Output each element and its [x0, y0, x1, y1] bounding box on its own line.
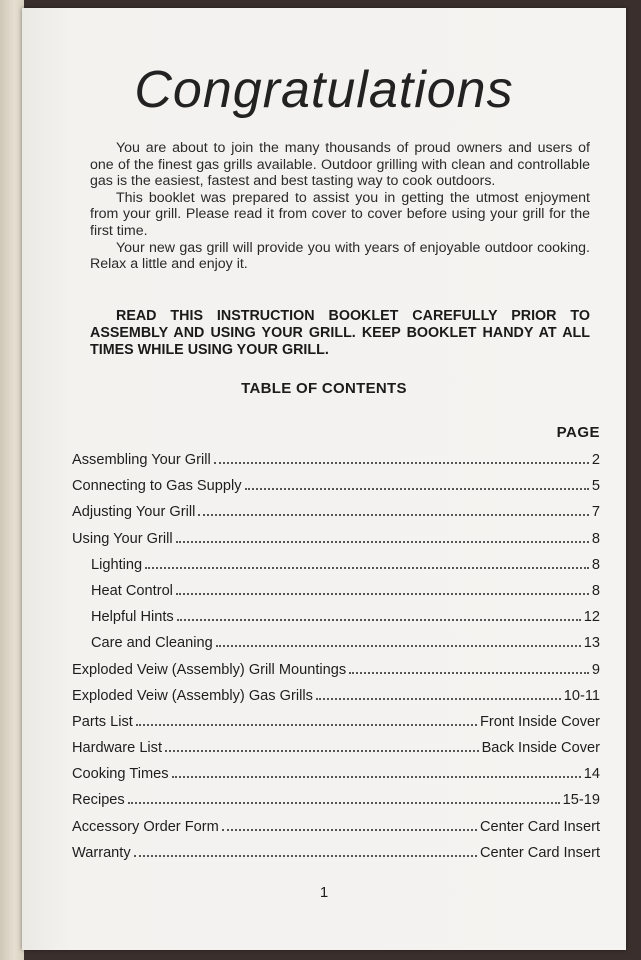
toc-leader-dots	[177, 619, 581, 621]
booklet-spine	[0, 0, 24, 960]
toc-leader-dots	[176, 541, 589, 543]
toc-entry	[72, 478, 600, 504]
toc-entry-page: 8	[591, 582, 600, 599]
toc-entry-page: 14	[583, 766, 600, 783]
toc-entry-page: 8	[591, 530, 600, 547]
toc-page-header: PAGE	[556, 424, 600, 441]
toc-leader-dots	[316, 698, 561, 700]
toc-entry-label: Using Your Grill	[72, 530, 173, 547]
intro-paragraph: You are about to join the many thousands of proud owners and users of one of the finest gas grills available. Outdoor grilling with clean and controllable gas is the easiest, fastest and best tasting way to cook outdoors.	[90, 140, 590, 190]
toc-leader-dots	[172, 776, 581, 778]
toc-leader-dots	[198, 514, 589, 516]
toc-entry	[72, 766, 600, 792]
toc-entry-page: 7	[591, 504, 600, 521]
toc-leader-dots	[136, 724, 477, 726]
toc-entry	[72, 792, 600, 818]
toc-leader-dots	[145, 567, 589, 569]
toc-leader-dots	[216, 645, 581, 647]
toc-entry-page: 2	[591, 452, 600, 468]
toc-entry-page: 5	[591, 478, 600, 495]
toc-entry-page: 9	[591, 661, 600, 678]
toc-entry-page: 10-11	[563, 687, 600, 704]
toc-leader-dots	[165, 750, 479, 752]
toc-entry-label: Exploded Veiw (Assembly) Gas Grills	[72, 687, 313, 704]
toc-leader-dots	[349, 672, 589, 674]
toc-entry	[72, 662, 600, 688]
intro-paragraph: Your new gas grill will provide you with years of enjoyable outdoor cooking. Relax a little and enjoy it.	[90, 239, 590, 273]
toc-leader-dots	[134, 855, 477, 857]
toc-entry-page: 8	[591, 556, 600, 573]
toc-subentry	[72, 557, 600, 583]
warning-notice: READ THIS INSTRUCTION BOOKLET CAREFULLY PRIOR TO ASSEMBLY AND USING YOUR GRILL. KEEP BOOKLET HANDY AT ALL TIMES WHILE USING YOUR GRILL.	[90, 308, 590, 358]
toc-entry	[72, 688, 600, 714]
toc-entry-label: Recipes	[72, 792, 125, 809]
toc-entry-page: 15-19	[562, 792, 600, 809]
toc-title: TABLE OF CONTENTS	[241, 380, 407, 397]
toc-entry-label: Accessory Order Form	[72, 818, 219, 835]
toc-entry-page: Center Card Insert	[479, 844, 600, 861]
toc-entry-label: Lighting	[91, 556, 143, 573]
toc-entry-label: Heat Control	[91, 582, 173, 599]
toc-entry	[72, 504, 600, 530]
toc-entry-label: Exploded Veiw (Assembly) Grill Mountings	[72, 661, 347, 678]
intro-paragraph: This booklet was prepared to assist you in getting the utmost enjoyment from your grill. Please read it from cover to cover before using your grill for the first time.	[90, 189, 590, 239]
toc-entry-page: Center Card Insert	[479, 818, 600, 835]
toc-entry	[72, 531, 600, 557]
toc-entry	[72, 740, 600, 766]
toc-entry-label: Warranty	[72, 844, 131, 861]
toc-entry	[72, 714, 600, 740]
toc-leader-dots	[128, 802, 560, 804]
toc-entry-page: 13	[583, 635, 600, 652]
toc-entry-page: Front Inside Cover	[479, 713, 600, 730]
toc-entry-label: Assembling Your Grill	[72, 452, 211, 468]
toc-leader-dots	[245, 488, 589, 490]
toc-leader-dots	[222, 829, 477, 831]
toc-entry-label: Adjusting Your Grill	[72, 504, 196, 521]
toc-entry-label: Cooking Times	[72, 766, 169, 783]
toc-entry-page: Back Inside Cover	[481, 740, 600, 757]
toc-entry-label: Hardware List	[72, 740, 163, 757]
toc-subentry	[72, 635, 600, 661]
toc-subentry	[72, 583, 600, 609]
toc-entry-label: Care and Cleaning	[91, 635, 213, 652]
toc-leader-dots	[176, 593, 589, 595]
toc-entry-label: Connecting to Gas Supply	[72, 478, 242, 495]
page-title: Congratulations	[134, 61, 514, 119]
intro-text	[90, 140, 590, 273]
toc-entry-label: Parts List	[72, 713, 133, 730]
booklet-page	[22, 8, 626, 950]
toc-leader-dots	[214, 462, 589, 464]
toc-entry	[72, 452, 600, 478]
toc-entry	[72, 845, 600, 871]
toc-subentry	[72, 609, 600, 635]
page-number: 1	[319, 884, 329, 901]
toc-entry-label: Helpful Hints	[91, 609, 174, 626]
toc-entry	[72, 819, 600, 845]
toc-entry-page: 12	[583, 609, 600, 626]
table-of-contents	[72, 452, 600, 871]
